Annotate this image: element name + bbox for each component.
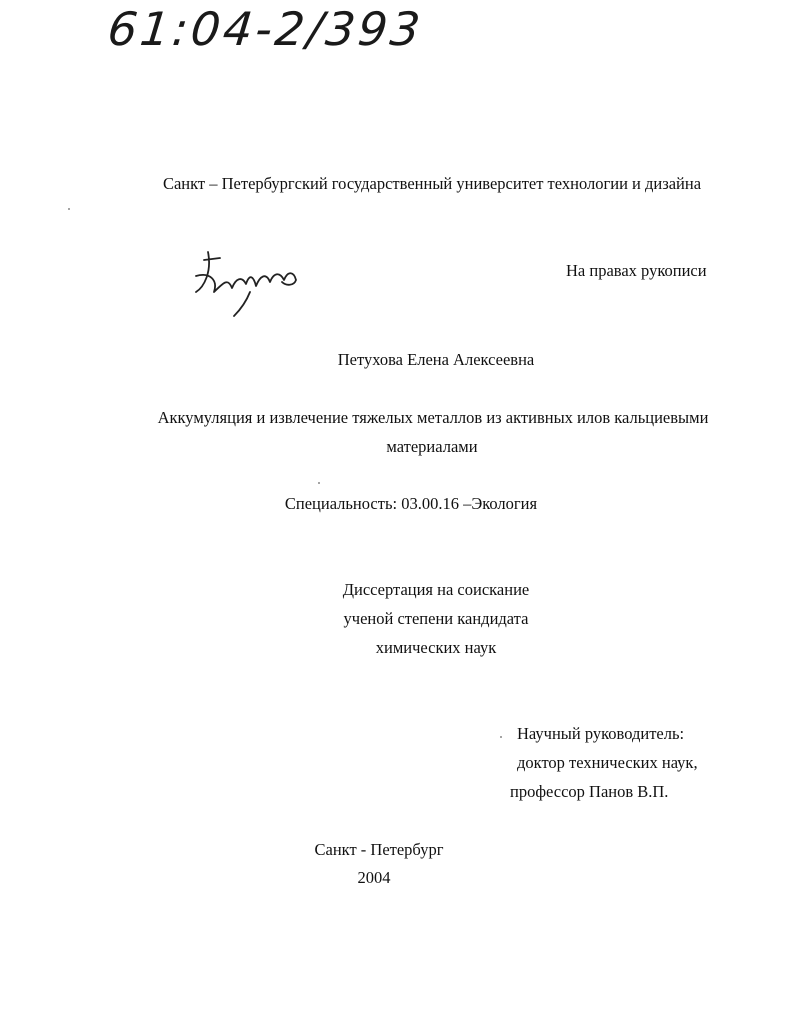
scan-speck — [68, 208, 70, 210]
author-signature — [190, 242, 310, 322]
dissertation-line-1: Диссертация на соискание — [342, 580, 530, 599]
specialty: Специальность: 03.00.16 –Экология — [284, 494, 538, 513]
author-name: Петухова Елена Алексеевна — [337, 350, 535, 369]
archive-code-handwritten: 61:04-2/393 — [105, 2, 426, 56]
scan-speck — [318, 482, 320, 484]
dissertation-line-3: химических наук — [375, 638, 497, 657]
thesis-title-line-1: Аккумуляция и извлечение тяжелых металлов из активных илов кальциевыми — [157, 408, 709, 427]
university-name: Санкт – Петербургский государственный университет технологии и дизайна — [162, 174, 702, 193]
thesis-title-line-2: материалами — [386, 437, 478, 456]
year: 2004 — [357, 868, 391, 887]
rights-note: На правах рукописи — [566, 261, 707, 280]
dissertation-line-2: ученой степени кандидата — [343, 609, 529, 628]
supervisor-degree: доктор технических наук, — [517, 753, 698, 772]
supervisor-name: профессор Панов В.П. — [510, 782, 669, 801]
city: Санкт - Петербург — [314, 840, 444, 859]
scan-speck — [500, 736, 502, 738]
supervisor-label: Научный руководитель: — [517, 724, 685, 743]
